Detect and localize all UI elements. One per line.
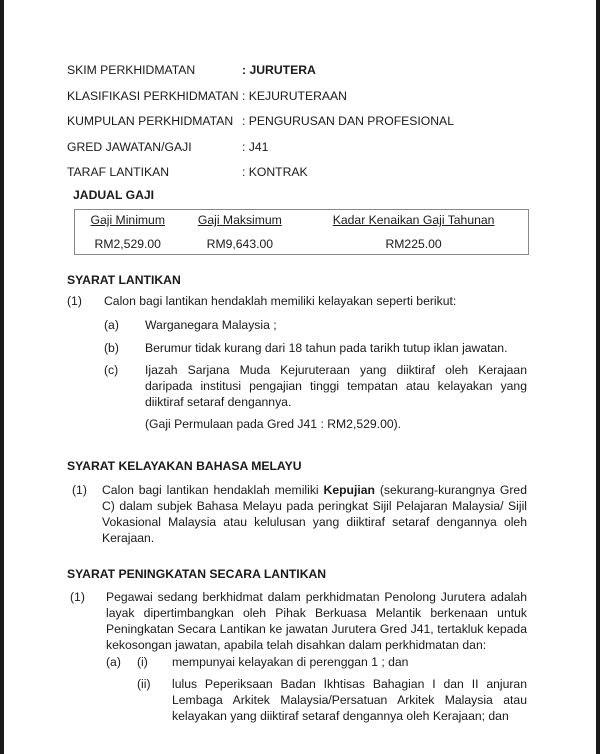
info-label: KLASIFIKASI PERKHIDMATAN — [67, 89, 239, 103]
item-mark: (a) — [104, 318, 119, 332]
item-text: mempunyai kelayakan di perenggan 1 ; dan — [172, 655, 409, 669]
item-mark: (a) — [106, 655, 121, 669]
document-page — [4, 0, 596, 754]
item-number: (1) — [70, 590, 85, 604]
info-label: GRED JAWATAN/GAJI — [67, 140, 192, 154]
info-value: : J41 — [242, 140, 269, 154]
salary-note: (Gaji Permulaan pada Gred J41 : RM2,529.00). — [145, 417, 402, 431]
item-text — [102, 482, 527, 546]
salary-header: Gaji Maksimum — [197, 213, 282, 227]
salary-header: Gaji Minimum — [90, 213, 165, 227]
salary-value: RM225.00 — [385, 237, 442, 251]
item-mark: (b) — [104, 341, 119, 355]
section-title: SYARAT KELAYAKAN BAHASA MELAYU — [67, 459, 302, 473]
info-value: : KONTRAK — [242, 165, 308, 179]
salary-header: Kadar Kenaikan Gaji Tahunan — [332, 213, 495, 227]
item-mark: (c) — [104, 363, 119, 377]
salary-value: RM9,643.00 — [206, 237, 274, 251]
salary-table — [74, 209, 529, 255]
info-label: TARAF LANTIKAN — [67, 165, 170, 179]
info-value: : JURUTERA — [242, 63, 316, 77]
item-number: (1) — [67, 294, 82, 308]
item-text: Ijazah Sarjana Muda Kejuruteraan yang diiktiraf oleh Kerajaan daripada institusi pengajian tinggi tempatan atau kelayakan yang diiktiraf setaraf dengannya. — [145, 363, 527, 409]
text-bold: Kepujian — [323, 483, 375, 497]
item-number: (1) — [72, 483, 87, 497]
text-part: (sekurang-kurangnya Gred C) dalam subjek Bahasa Melayu pada peringkat Sijil Pelajaran Malaysia/ Sijil Vokasional Malaysia atau kelulusan yang diiktiraf setaraf dengannya oleh Kerajaan. — [102, 483, 527, 545]
info-value: : PENGURUSAN DAN PROFESIONAL — [242, 114, 454, 128]
info-value: : KEJURUTERAAN — [242, 89, 347, 103]
item-mark: (ii) — [137, 677, 151, 691]
text-part: Calon bagi lantikan hendaklah memiliki — [102, 483, 324, 497]
section-title: SYARAT PENINGKATAN SECARA LANTIKAN — [67, 567, 327, 581]
item-text: lulus Peperiksaan Badan Ikhtisas Bahagian I dan II anjuran Lembaga Arkitek Malaysia/Persatuan Arkitek Malaysia atau kelayakan yang diiktiraf setaraf dengannya oleh Kerajaan; dan — [172, 677, 527, 723]
item-text: Pegawai sedang berkhidmat dalam perkhidmatan Penolong Jurutera adalah layak dipertimbangkan oleh Pihak Berkuasa Melantik berkenaan untuk Peningkatan Secara Lantikan ke jawatan Jurutera Gred J41, tertakluk kepada kekosongan jawatan, apabila telah disahkan dalam perkhidmatan dan: — [106, 590, 527, 652]
section-title: SYARAT LANTIKAN — [67, 273, 181, 287]
info-label: SKIM PERKHIDMATAN — [67, 63, 196, 77]
item-text: Berumur tidak kurang dari 18 tahun pada tarikh tutup iklan jawatan. — [145, 341, 508, 355]
salary-value: RM2,529.00 — [94, 237, 161, 251]
salary-title: JADUAL GAJI — [73, 188, 155, 202]
item-text: Calon bagi lantikan hendaklah memiliki kelayakan seperti berikut: — [104, 294, 457, 308]
info-label: KUMPULAN PERKHIDMATAN — [67, 114, 234, 128]
item-text: Warganegara Malaysia ; — [145, 318, 277, 332]
item-mark: (i) — [137, 655, 148, 669]
